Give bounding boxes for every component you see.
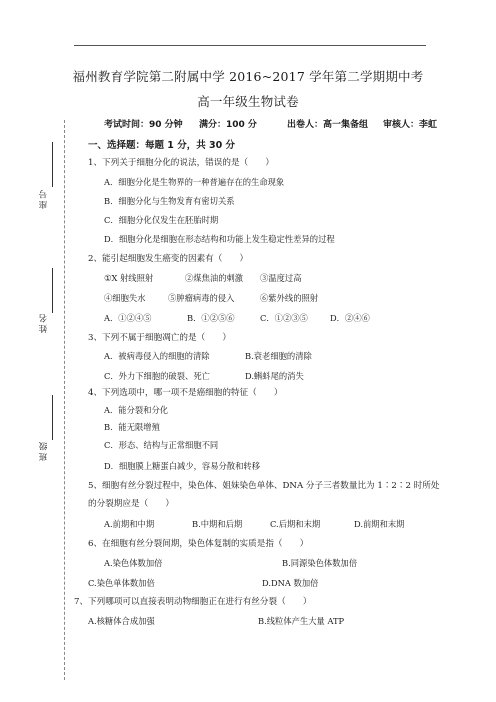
question-2-item-3: ③温度过高 [260, 273, 302, 283]
side-rule-seat [52, 142, 53, 187]
question-2-item-4: ④细胞失水 [104, 293, 146, 303]
question-2-item-1: ①X 射线照射 [104, 273, 154, 283]
question-7-option-b: B.线粒体产生大量 ATP [258, 616, 345, 626]
question-3-option-b: B.衰老细胞的清除 [245, 351, 312, 361]
question-2-item-2: ②煤焦油的刺激 [185, 273, 244, 283]
question-3-stem: 3、下列不属于细胞凋亡的是（ ） [88, 333, 231, 343]
exam-title: 福州教育学院第二附属中学 2016~2017 学年第二学期期中考 [72, 69, 424, 84]
question-1-option-b: B．细胞分化与生物发育有密切关系 [104, 196, 235, 206]
side-label-name: 姓名 [39, 312, 49, 333]
question-3-option-c: C．外力下细胞的破裂、死亡 [104, 371, 210, 381]
question-6-stem: 6、在细胞有丝分裂间期，染色体复制的实质是指（ ） [88, 539, 309, 549]
question-2-option-a: A．①②④⑤ [104, 313, 152, 323]
question-2-option-c: C．①②③⑤ [260, 313, 308, 323]
question-4-option-b: B．能无限增殖 [104, 422, 160, 432]
side-rule-class [52, 395, 53, 440]
question-6-option-a: A.染色体数加倍 [104, 558, 163, 568]
question-1-stem: 1、下列关于细胞分化的说法，错误的是（ ） [88, 158, 274, 168]
question-2-stem: 2、能引起细胞发生癌变的因素有（ ） [88, 254, 249, 264]
question-6-option-d: D.DNA 数加倍 [262, 578, 319, 588]
question-5-option-d: D.前期和末期 [354, 519, 405, 529]
question-3-option-d: D.蝌蚪尾的消失 [245, 371, 304, 381]
question-5-option-a: A.前期和中期 [104, 519, 155, 529]
side-label-seat: 座号 [39, 188, 49, 209]
question-1-option-d: D．细胞分化是细胞在形态结构和功能上发生稳定性差异的过程 [104, 234, 335, 244]
side-label-class: 班级 [39, 440, 49, 461]
question-4-stem: 4、下列选项中，哪一项不是癌细胞的特征（ ） [88, 388, 283, 398]
header-rule [74, 45, 426, 46]
question-7-stem: 7、下列哪项可以直接表明动物细胞正在进行有丝分裂（ ） [74, 597, 312, 607]
question-4-option-a: A．能分裂和分化 [104, 405, 169, 415]
question-5-option-b: B.中期和后期 [192, 519, 243, 529]
question-7-option-a: A.核糖体合成加强 [88, 616, 155, 626]
exam-score: 满分：100 分 [199, 120, 257, 130]
exam-reviewer: 审核人：李虹 [383, 120, 438, 130]
question-5-option-c: C.后期和末期 [270, 519, 321, 529]
question-6-option-c: C.染色单体数加倍 [88, 578, 155, 588]
section-heading: 一、选择题：每题 1 分，共 30 分 [88, 140, 236, 151]
exam-setter: 出卷人：高一集备组 [287, 120, 369, 130]
question-2-item-6: ⑥紫外线的照射 [260, 293, 319, 303]
question-2-option-b: B．①②⑤⑥ [187, 313, 235, 323]
question-2-item-5: ⑤肿瘤病毒的侵入 [168, 293, 235, 303]
question-4-option-d: D．细胞膜上糖蛋白减少，容易分散和转移 [104, 461, 260, 471]
question-6-option-b: B.同源染色体数加倍 [282, 558, 358, 568]
binding-dash-line [64, 120, 65, 680]
question-4-option-c: C．形态、结构与正常细胞不同 [104, 440, 219, 450]
exam-subtitle: 高一年级生物试卷 [197, 94, 299, 109]
question-3-option-a: A．被病毒侵入的细胞的清除 [104, 351, 210, 361]
question-5-stem-continued: 的分裂期应是（ ） [88, 499, 174, 509]
question-5-stem: 5、细胞有丝分裂过程中，染色体、姐妹染色单体、DNA 分子三者数量比为 1∶2∶2 时所处 [88, 481, 440, 491]
question-1-option-c: C．细胞分化仅发生在胚胎时期 [104, 215, 219, 225]
question-2-option-d: D．②④⑥ [330, 313, 370, 323]
side-rule-name [52, 268, 53, 313]
exam-time: 考试时间：90 分钟 [104, 120, 183, 130]
question-1-option-a: A．细胞分化是生物界的一种普遍存在的生命现象 [104, 177, 285, 187]
